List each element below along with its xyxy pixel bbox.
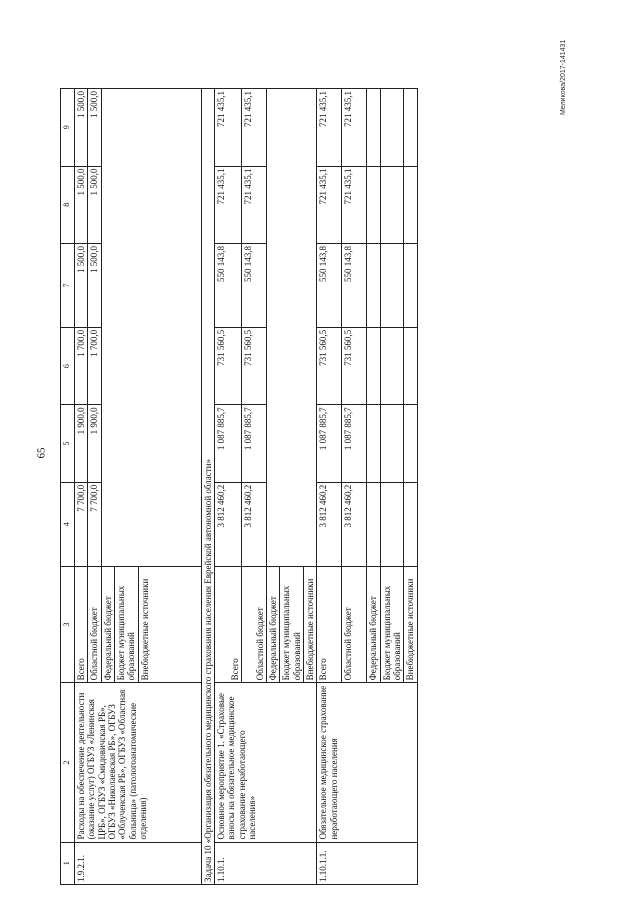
col-header-9: 9 xyxy=(61,89,75,167)
value-cell xyxy=(367,405,380,482)
value-cell: 731 560,5 xyxy=(242,327,267,404)
task-title: Задача 10 «Организация обязательного медицинского страхования населения Еврейской автономной области» xyxy=(201,89,214,885)
value-cell: 721 435,1 xyxy=(342,166,367,243)
funding-source: Внебюджетные источники xyxy=(304,566,317,683)
value-cell xyxy=(367,482,380,566)
value-cell: 721 435,1 xyxy=(215,166,242,243)
value-cell: 3 812 460,2 xyxy=(342,482,367,566)
row-number: 1.10.1. xyxy=(215,842,317,884)
value-cell xyxy=(367,327,380,404)
value-cell: 1 500,0 xyxy=(75,89,88,167)
col-header-2: 2 xyxy=(61,683,75,842)
value-cell: 3 812 460,2 xyxy=(317,482,342,566)
value-cell: 721 435,1 xyxy=(342,89,367,167)
value-cell xyxy=(367,89,380,167)
value-cell xyxy=(380,244,404,328)
value-cell xyxy=(404,482,417,566)
col-header-6: 6 xyxy=(61,327,75,404)
value-cell: 1 500,0 xyxy=(88,89,101,167)
value-cell: 7 700,0 xyxy=(75,482,88,566)
value-cell: 550 143,8 xyxy=(215,244,242,328)
value-cell: 1 087 885,7 xyxy=(317,405,342,482)
value-cell: 1 087 885,7 xyxy=(242,405,267,482)
value-cell: 7 700,0 xyxy=(88,482,101,566)
value-cell: 721 435,1 xyxy=(215,89,242,167)
funding-source: Областной бюджет xyxy=(242,566,267,683)
col-header-1: 1 xyxy=(61,842,75,884)
budget-table-rotated xyxy=(60,88,605,885)
budget-table xyxy=(60,88,418,885)
value-cell xyxy=(404,327,417,404)
row-name: Обязательное медицинское страхование неработающего населения xyxy=(317,683,417,842)
funding-source: Бюджет муниципальных образований xyxy=(280,566,304,683)
rotated-table-stage xyxy=(60,88,605,885)
value-cell: 721 435,1 xyxy=(242,89,267,167)
value-cell xyxy=(404,166,417,243)
value-cell: 550 143,8 xyxy=(317,244,342,328)
value-cell xyxy=(380,89,404,167)
value-cell: 1 700,0 xyxy=(88,327,101,404)
header-row xyxy=(61,89,75,885)
row-name: Расходы на обеспечение деятельности (оказание услуг) ОГБУЗ «Ленинская ЦРБ», ОГБУЗ «Смидовичская РБ», ОГБУЗ «Николаевская РБ», ОГБУЗ «Облученская РБ», ОГБУЗ «Областная больница» (патологоанатомические отделения) xyxy=(75,683,202,842)
empty-values xyxy=(101,89,201,567)
value-cell: 731 560,5 xyxy=(317,327,342,404)
value-cell: 1 900,0 xyxy=(75,405,88,482)
funding-source: Федеральный бюджет xyxy=(367,566,380,683)
value-cell xyxy=(367,166,380,243)
value-cell xyxy=(404,244,417,328)
funding-source: Федеральный бюджет xyxy=(101,566,114,683)
value-cell: 1 500,0 xyxy=(75,244,88,328)
funding-source: Федеральный бюджет xyxy=(267,566,280,683)
value-cell: 3 812 460,2 xyxy=(242,482,267,566)
page-number: 65 xyxy=(35,447,48,459)
table-row xyxy=(215,89,242,885)
funding-source: Бюджет муниципальных образований xyxy=(380,566,404,683)
value-cell: 3 812 460,2 xyxy=(215,482,242,566)
value-cell xyxy=(380,482,404,566)
value-cell: 721 435,1 xyxy=(317,89,342,167)
value-cell xyxy=(404,405,417,482)
value-cell xyxy=(367,244,380,328)
funding-source: Внебюджетные источники xyxy=(138,566,201,683)
funding-source: Внебюджетные источники xyxy=(404,566,417,683)
value-cell: 550 143,8 xyxy=(242,244,267,328)
value-cell: 1 500,0 xyxy=(88,166,101,243)
value-cell xyxy=(404,89,417,167)
value-cell: 1 500,0 xyxy=(88,244,101,328)
funding-source: Бюджет муниципальных образований xyxy=(115,566,139,683)
funding-source: Всего xyxy=(317,566,342,683)
value-cell: 1 500,0 xyxy=(75,166,88,243)
col-header-4: 4 xyxy=(61,482,75,566)
document-code: Меликова/2017-141431 xyxy=(560,39,567,115)
funding-source: Областной бюджет xyxy=(342,566,367,683)
value-cell: 550 143,8 xyxy=(342,244,367,328)
funding-source: Областной бюджет xyxy=(88,566,101,683)
value-cell: 1 087 885,7 xyxy=(342,405,367,482)
value-cell: 1 700,0 xyxy=(75,327,88,404)
value-cell: 721 435,1 xyxy=(242,166,267,243)
value-cell: 731 560,5 xyxy=(215,327,242,404)
col-header-8: 8 xyxy=(61,166,75,243)
table-row xyxy=(317,89,342,885)
funding-source: Всего xyxy=(215,566,242,683)
value-cell xyxy=(380,405,404,482)
value-cell: 1 087 885,7 xyxy=(215,405,242,482)
funding-source: Всего xyxy=(75,566,88,683)
empty-values xyxy=(267,89,317,567)
value-cell: 1 900,0 xyxy=(88,405,101,482)
value-cell xyxy=(380,327,404,404)
row-name: Основное мероприятие 1. «Страховые взносы на обязательное медицинское страхование неработающего населения» xyxy=(215,683,317,842)
value-cell xyxy=(380,166,404,243)
table-row xyxy=(75,89,88,885)
col-header-5: 5 xyxy=(61,405,75,482)
value-cell: 731 560,5 xyxy=(342,327,367,404)
row-number: 1.9.2.1. xyxy=(75,842,202,884)
value-cell: 721 435,1 xyxy=(317,166,342,243)
col-header-7: 7 xyxy=(61,244,75,328)
col-header-3: 3 xyxy=(61,566,75,683)
task-row xyxy=(201,89,214,885)
row-number: 1.10.1.1. xyxy=(317,842,417,884)
